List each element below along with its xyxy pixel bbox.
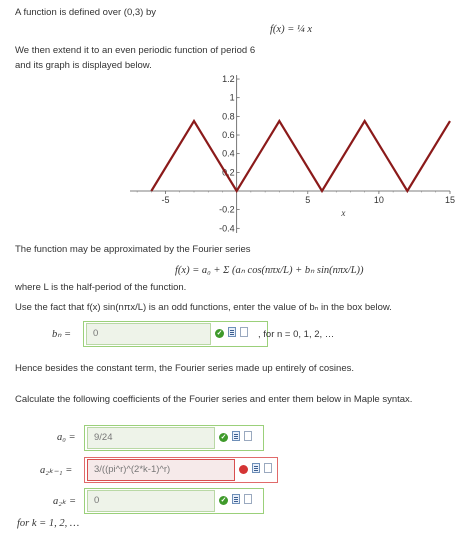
bn-preview-icon[interactable] <box>228 327 236 337</box>
fourier-series-formula: f(x) = a₀ + Σ (aₙ cos(nπx/L) + bₙ sin(nπx/L)) <box>175 265 364 276</box>
a0-correct-icon: ✓ <box>220 434 227 441</box>
intro-line1: A function is defined over (0,3) by <box>15 7 156 18</box>
plot-axes <box>130 75 450 233</box>
a2k-1-field-frame <box>84 457 278 483</box>
a2k-label: a₂ₖ = <box>53 496 77 507</box>
y-tick-label: 0.2 <box>222 167 235 178</box>
x-axis-label: x <box>341 208 346 218</box>
intro-formula: f(x) = ¼ x <box>270 24 313 35</box>
bn-suffix: , for n = 0, 1, 2, … <box>258 329 335 340</box>
x-tick-label: 5 <box>305 195 311 205</box>
a0-help-icon[interactable] <box>244 431 252 441</box>
a2k-help-icon[interactable] <box>244 494 252 504</box>
a2k-1-incorrect-icon <box>239 465 248 474</box>
bn-correct-icon: ✓ <box>216 330 223 337</box>
x-tick-label: -5 <box>161 195 170 205</box>
a2k-field-frame <box>84 488 264 514</box>
bn-label: bₙ = <box>52 329 72 340</box>
a2k-preview-icon[interactable] <box>232 494 240 504</box>
bn-input[interactable]: 0 <box>86 323 211 345</box>
plot-ticks <box>137 75 455 233</box>
x-tick-label: 10 <box>373 195 384 205</box>
calculate-text: Calculate the following coefficients of the Fourier series and enter them below in Maple syntax. <box>15 394 413 405</box>
y-tick-label: 0.8 <box>222 111 235 122</box>
y-tick-label: -0.4 <box>219 223 235 234</box>
bn-help-icon[interactable] <box>240 327 248 337</box>
hence-text: Hence besides the constant term, the Fourier series made up entirely of cosines. <box>15 363 355 374</box>
bn-field-frame <box>83 321 268 347</box>
y-tick-label: 0.4 <box>222 148 235 159</box>
a2k-1-help-icon[interactable] <box>264 463 272 473</box>
a2k-1-preview-icon[interactable] <box>252 463 260 473</box>
a2k-1-input[interactable]: 3/((pi^r)^(2*k-1)^r) <box>87 459 235 481</box>
intro-line2: We then extend it to an even periodic function of period 6 <box>15 45 256 56</box>
y-tick-label: -0.2 <box>219 204 235 215</box>
function-plot <box>0 75 474 235</box>
x-tick-label: 15 <box>444 195 456 205</box>
y-tick-label: 0.6 <box>222 130 235 141</box>
a2k-1-label: a₂ₖ₋₁ = <box>40 465 73 476</box>
intro-line3: and its graph is displayed below. <box>15 60 152 71</box>
footer-k-range: for k = 1, 2, … <box>17 518 80 529</box>
a0-label: a₀ = <box>57 432 76 443</box>
plot-series <box>151 121 450 191</box>
a0-preview-icon[interactable] <box>232 431 240 441</box>
a0-input[interactable]: 9/24 <box>87 427 215 449</box>
y-tick-label: 1.2 <box>222 75 235 85</box>
y-tick-label: 1 <box>229 92 235 103</box>
a0-field-frame <box>84 425 264 451</box>
a2k-input[interactable]: 0 <box>87 490 215 512</box>
fourier-intro: The function may be approximated by the Fourier series <box>15 244 251 255</box>
a2k-correct-icon: ✓ <box>220 497 227 504</box>
fourier-where: where L is the half-period of the function. <box>15 282 187 293</box>
fourier-use-fact: Use the fact that f(x) sin(nπx/L) is an odd functions, enter the value of bₙ in the box below. <box>15 302 392 313</box>
series-line <box>151 121 450 191</box>
